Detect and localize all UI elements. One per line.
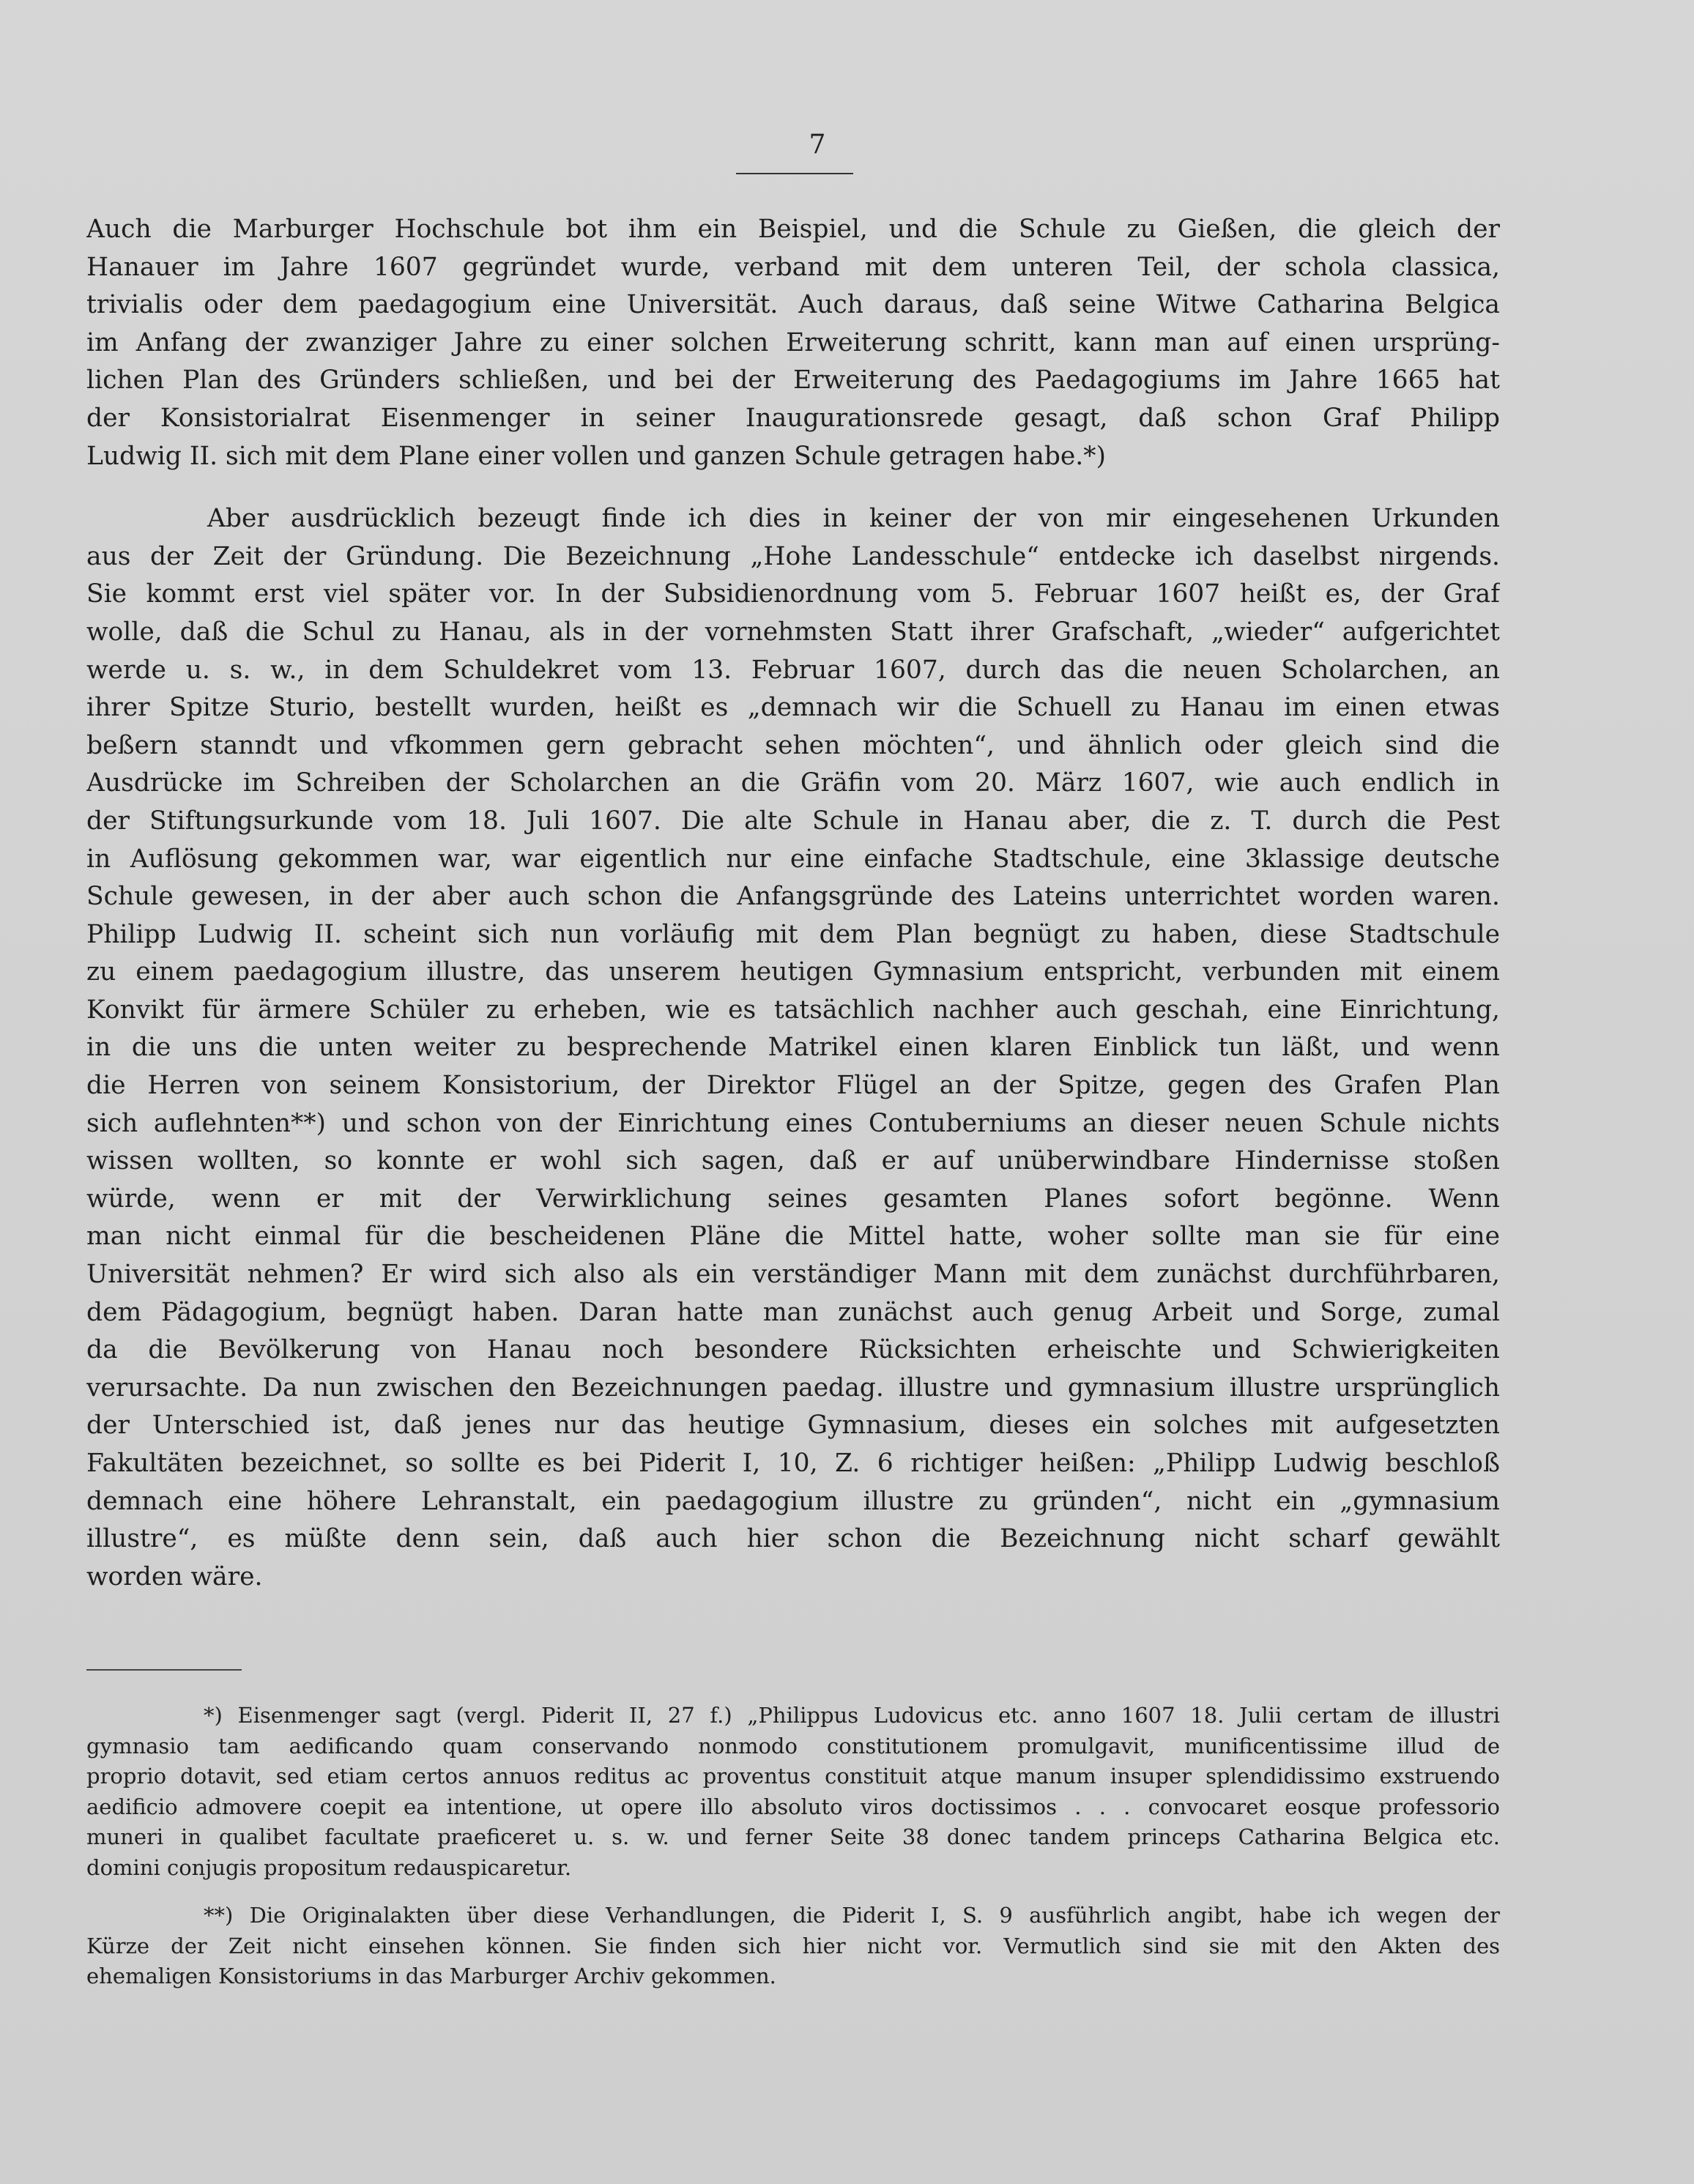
- footnote-separator: [86, 1669, 242, 1671]
- footnotes: [86, 1701, 1500, 1992]
- text-line: beßern stanndt und vfkommen gern gebracht sehen möchten“, und ähnlich oder gleich sind die: [86, 730, 1500, 760]
- text-line: Sie kommt erst viel später vor. In der Subsidienordnung vom 5. Februar 1607 heißt es, der Graf: [86, 579, 1500, 609]
- footnote-2: [86, 1901, 1500, 1992]
- text-line: wissen wollten, so konnte er wohl sich sagen, daß er auf unüberwindbare Hindernisse stoßen: [86, 1146, 1500, 1176]
- footnote-line: *) Eisenmenger sagt (vergl. Piderit II, 27 f.) „Philippus Ludovicus etc. anno 1607 18. Julii certam de illustri: [204, 1703, 1500, 1728]
- text-line: würde, wenn er mit der Verwirklichung seines gesamten Planes sofort begönne. Wenn: [86, 1184, 1500, 1214]
- text-line: Ludwig II. sich mit dem Plane einer vollen und ganzen Schule getragen habe.*): [86, 441, 1106, 471]
- text-line: illustre“, es müßte denn sein, daß auch hier schon die Bezeichnung nicht scharf gewählt: [86, 1524, 1500, 1554]
- body-text: [86, 211, 1500, 1596]
- text-line: im Anfang der zwanziger Jahre zu einer solchen Erweiterung schritt, kann man auf einen ursprüng-: [86, 327, 1500, 357]
- page-number: 7: [809, 130, 826, 160]
- text-line: Schule gewesen, in der aber auch schon die Anfangsgründe des Lateins unterrichtet worden waren.: [86, 882, 1500, 912]
- text-line: in die uns die unten weiter zu besprechende Matrikel einen klaren Einblick tun läßt, und wenn: [86, 1033, 1500, 1063]
- text-line: Fakultäten bezeichnet, so sollte es bei Piderit I, 10, Z. 6 richtiger heißen: „Philipp Ludwig beschloß: [86, 1449, 1500, 1478]
- text-line: ihrer Spitze Sturio, bestellt wurden, heißt es „demnach wir die Schuell zu Hanau im einen etwas: [86, 693, 1500, 723]
- footnote-line: muneri in qualibet facultate praeficeret u. s. w. und ferner Seite 38 donec tandem princeps Catharina Belgica etc.: [86, 1824, 1500, 1849]
- footnote-line: ehemaligen Konsistoriums in das Marburger Archiv gekommen.: [86, 1964, 776, 1988]
- text-line: Konvikt für ärmere Schüler zu erheben, wie es tatsächlich nachher auch geschah, eine Einrichtung,: [86, 995, 1500, 1025]
- text-line: man nicht einmal für die bescheidenen Pläne die Mittel hatte, woher sollte man sie für eine: [86, 1222, 1500, 1252]
- footnote-1: [86, 1701, 1500, 1883]
- text-line: wolle, daß die Schul zu Hanau, als in der vornehmsten Statt ihrer Grafschaft, „wieder“ aufgerichtet: [86, 617, 1500, 647]
- footnote-line: **) Die Originalakten über diese Verhandlungen, die Piderit I, S. 9 ausführlich angibt, habe ich wegen der: [204, 1903, 1500, 1928]
- text-line: Ausdrücke im Schreiben der Scholarchen an die Gräfin vom 20. März 1607, wie auch endlich in: [86, 768, 1500, 798]
- paragraph-gap: [86, 475, 1500, 500]
- paragraph-1: [86, 211, 1500, 475]
- text-line: Hanauer im Jahre 1607 gegründet wurde, verband mit dem unteren Teil, der schola classica,: [86, 252, 1500, 282]
- paragraph-2: [86, 500, 1500, 1596]
- text-line: Auch die Marburger Hochschule bot ihm ein Beispiel, und die Schule zu Gießen, die gleich der: [86, 215, 1500, 244]
- text-line: die Herren von seinem Konsistorium, der Direktor Flügel an der Spitze, gegen des Grafen Plan: [86, 1071, 1500, 1101]
- text-line: zu einem paedagogium illustre, das unserem heutigen Gymnasium entspricht, verbunden mit einem: [86, 957, 1500, 987]
- text-line: Philipp Ludwig II. scheint sich nun vorläufig mit dem Plan begnügt zu haben, diese Stadtschule: [86, 919, 1500, 949]
- footnote-gap: [86, 1883, 1500, 1901]
- text-line: trivialis oder dem paedagogium eine Universität. Auch daraus, daß seine Witwe Catharina Belgica: [86, 290, 1500, 320]
- text-line: demnach eine höhere Lehranstalt, ein paedagogium illustre zu gründen“, nicht ein „gymnasium: [86, 1486, 1500, 1516]
- text-line: werde u. s. w., in dem Schuldekret vom 13. Februar 1607, durch das die neuen Scholarchen, an: [86, 655, 1500, 685]
- text-line: aus der Zeit der Gründung. Die Bezeichnung „Hohe Landesschule“ entdecke ich daselbst nirgends.: [86, 541, 1500, 571]
- text-line: verursachte. Da nun zwischen den Bezeichnungen paedag. illustre und gymnasium illustre ursprünglich: [86, 1373, 1500, 1403]
- text-line: sich auflehnten**) und schon von der Einrichtung eines Contuberniums an dieser neuen Schule nichts: [86, 1108, 1500, 1138]
- page-number-rule: [736, 173, 853, 174]
- text-line: lichen Plan des Gründers schließen, und bei der Erweiterung des Paedagogiums im Jahre 1665 hat: [86, 365, 1500, 395]
- footnote-line: aedificio admovere coepit ea intentione, ut opere illo absoluto viros doctissimos . . . convocaret eosque professorio: [86, 1794, 1500, 1819]
- footnote-line: proprio dotavit, sed etiam certos annuos reditus ac proventus constituit atque manum insuper splendidissimo exstruendo: [86, 1764, 1500, 1789]
- footnote-line: gymnasio tam aedificando quam conservando nonmodo constitutionem promulgavit, munificentissime illud de: [86, 1733, 1500, 1758]
- text-line: dem Pädagogium, begnügt haben. Daran hatte man zunächst auch genug Arbeit und Sorge, zumal: [86, 1297, 1500, 1327]
- footnote-line: Kürze der Zeit nicht einsehen können. Sie finden sich hier nicht vor. Vermutlich sind sie mit den Akten des: [86, 1933, 1500, 1958]
- text-line: Universität nehmen? Er wird sich also als ein verständiger Mann mit dem zunächst durchführbaren,: [86, 1260, 1500, 1290]
- text-line: der Konsistorialrat Eisenmenger in seiner Inaugurationsrede gesagt, daß schon Graf Philipp: [86, 403, 1500, 433]
- text-line: der Stiftungsurkunde vom 18. Juli 1607. Die alte Schule in Hanau aber, die z. T. durch die Pest: [86, 806, 1500, 836]
- footnote-line: domini conjugis propositum redauspicaretur.: [86, 1854, 572, 1880]
- text-line: in Auflösung gekommen war, war eigentlich nur eine einfache Stadtschule, eine 3klassige deutsche: [86, 844, 1500, 874]
- text-line: worden wäre.: [86, 1561, 263, 1591]
- text-line: der Unterschied ist, daß jenes nur das heutige Gymnasium, dieses ein solches mit aufgesetzten: [86, 1411, 1500, 1441]
- text-line: da die Bevölkerung von Hanau noch besondere Rücksichten erheischte und Schwierigkeiten: [86, 1335, 1500, 1365]
- text-line: Aber ausdrücklich bezeugt finde ich dies in keiner der von mir eingesehenen Urkunden: [207, 504, 1500, 534]
